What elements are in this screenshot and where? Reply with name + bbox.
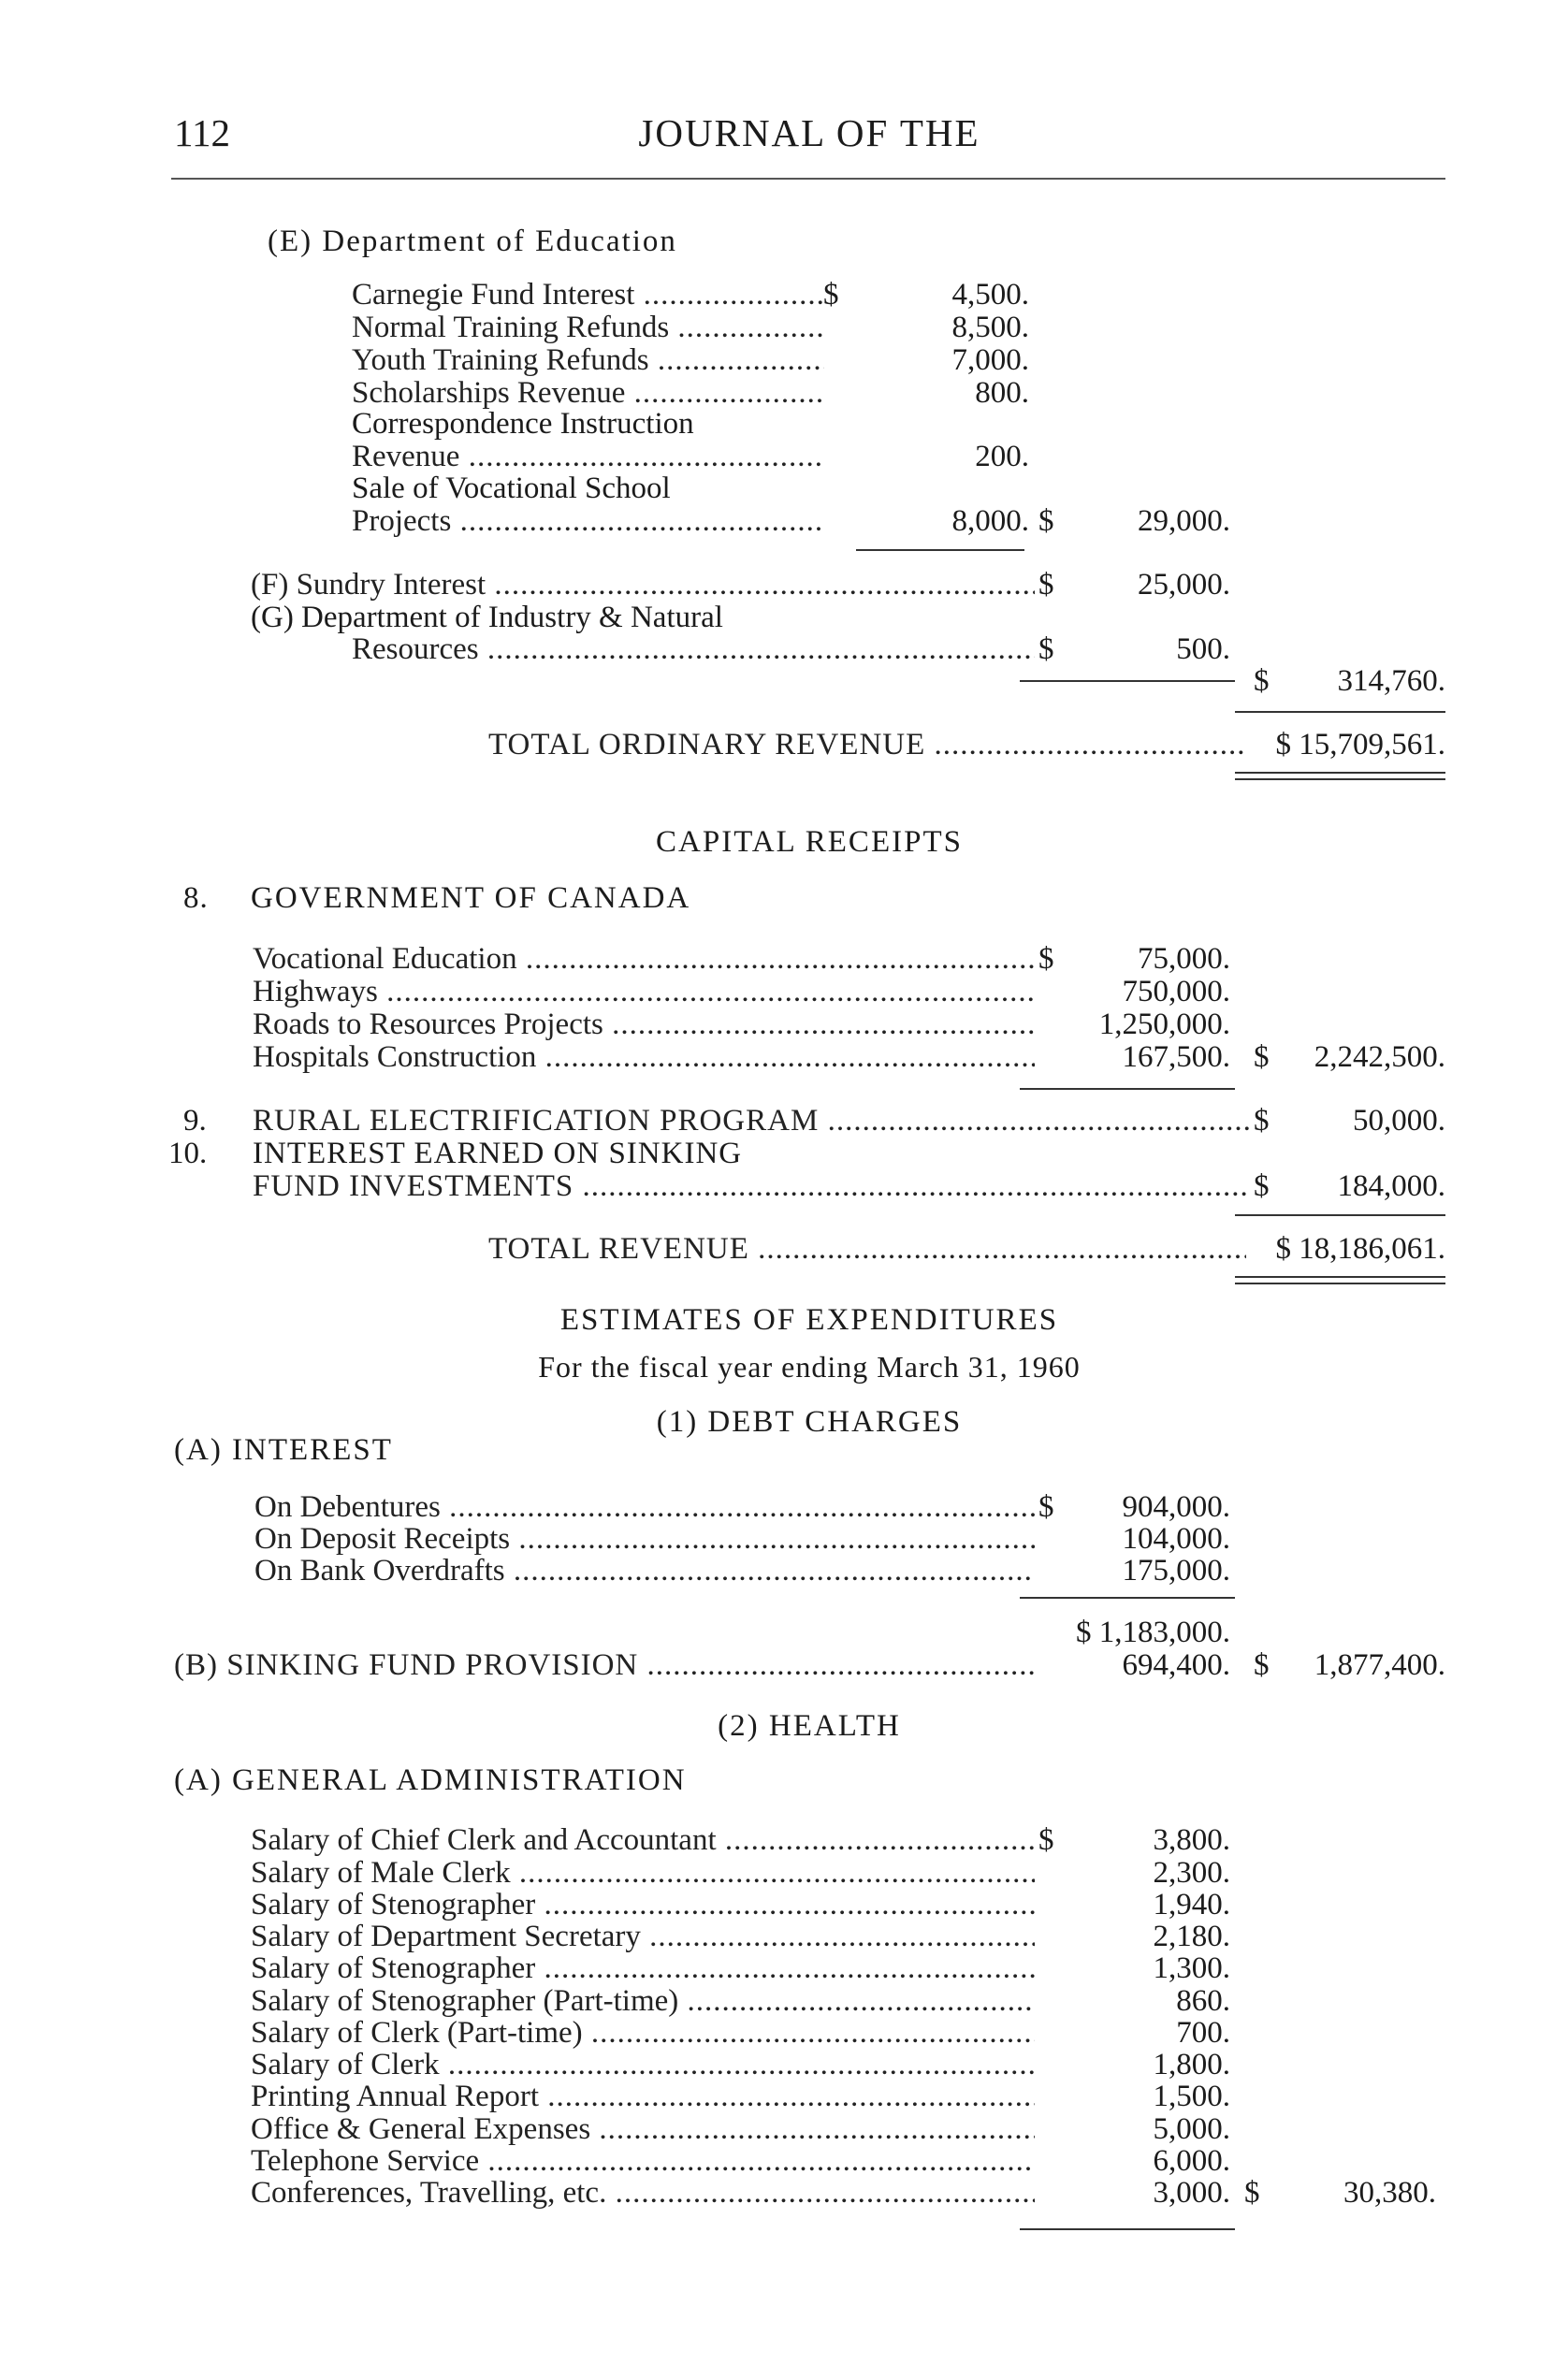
estimates-heading: ESTIMATES OF EXPENDITURES [559,1303,1059,1337]
interest-item-amount: 175,000. [1122,1554,1230,1588]
capital-item: Highways ..... [253,973,1035,1010]
health-heading: (2) HEALTH [718,1709,901,1743]
health-amount: 1,500. [1153,2080,1230,2113]
capital-amount: 1,250,000. [1098,1008,1230,1041]
interest-item: On Debentures ..... [254,1488,1035,1526]
sinking-total: 1,877,400. [1314,1648,1445,1682]
fund-investments: FUND INVESTMENTS ..... [253,1167,1250,1205]
health-item: Salary of Stenographer (Part-time) ..... [251,1982,1035,2020]
education-item: Revenue ..... [352,438,824,475]
total-rule [1235,711,1445,713]
double-rule [1235,1276,1445,1284]
education-heading: (E) Department of Education [268,225,677,258]
health-total-dollar: $ [1244,2176,1260,2210]
gov-canada-heading: GOVERNMENT OF CANADA [251,881,691,915]
debt-charges-heading: (1) DEBT CHARGES [656,1405,963,1439]
health-amount: 860. [1176,1984,1230,2018]
capital-total-dollar: $ [1254,1040,1270,1074]
interest-subtotal: $ 1,183,000. [1076,1616,1230,1649]
subtotal-rule [856,549,1024,551]
capital-amount: 750,000. [1122,975,1230,1008]
interest-item-amount: 104,000. [1122,1522,1230,1556]
health-amount: 6,000. [1153,2144,1230,2178]
capital-receipts-heading: CAPITAL RECEIPTS [656,825,963,859]
general-administration-heading: (A) GENERAL ADMINISTRATION [174,1763,687,1797]
education-item: Youth Training Refunds ..... [352,341,824,379]
education-item: Projects ..... [352,502,824,540]
journal-title: JOURNAL OF THE [638,111,980,154]
health-amount: 3,800. [1153,1823,1230,1857]
header-rule [171,178,1445,180]
total-ordinary-revenue: TOTAL ORDINARY REVENUE ..... [488,726,1246,763]
health-item: Office & General Expenses ..... [251,2110,1035,2148]
interest-earned-line1: INTEREST EARNED ON SINKING [253,1137,743,1170]
industry-total-dollar: $ [1254,664,1270,698]
health-item: Salary of Clerk ..... [251,2046,1035,2083]
capital-item: Roads to Resources Projects ..... [253,1006,1035,1043]
sinking-amount: 694,400. [1122,1648,1230,1682]
total-rule [1235,1214,1445,1216]
health-item: Salary of Stenographer ..... [251,1886,1035,1923]
education-amount: 200. [975,440,1029,473]
education-amount: 8,500. [951,311,1029,344]
education-amount: 7,000. [951,343,1029,377]
education-subtotal-dollar: $ [1038,504,1054,538]
page-number: 112 [174,111,230,154]
industry-line1: (G) Department of Industry & Natural [251,601,723,634]
sundry-dollar: $ [1038,568,1054,602]
interest-item-amount: 904,000. [1122,1490,1230,1524]
fiscal-year-subtitle: For the fiscal year ending March 31, 1960 [538,1350,1081,1384]
interest-item: On Deposit Receipts ..... [254,1520,1035,1558]
industry-dollar: $ [1038,632,1054,666]
total-revenue: TOTAL REVENUE ..... [488,1230,1246,1268]
education-item-line1: Sale of Vocational School [352,471,671,505]
sundry-amount: 25,000. [1138,568,1230,602]
section-rule [1020,2228,1235,2230]
education-item: Scholarships Revenue ..... [352,374,824,412]
interest-number: 10. [168,1137,208,1170]
section-rule [1020,680,1235,682]
interest-dollar: $ [1254,1169,1270,1203]
sinking-total-dollar: $ [1254,1648,1270,1682]
capital-amount: 75,000. [1138,942,1230,976]
interest-heading: (A) INTEREST [174,1433,393,1467]
capital-total: 2,242,500. [1314,1040,1445,1074]
page-header [174,110,1445,167]
health-item: Salary of Department Secretary ..... [251,1918,1035,1955]
education-dollar: $ [823,278,839,312]
rural-dollar: $ [1254,1104,1270,1138]
health-total: 30,380. [1343,2176,1436,2210]
health-amount: 3,000. [1153,2176,1230,2210]
interest-item-dollar: $ [1038,1490,1054,1524]
health-item: Telephone Service ..... [251,2142,1035,2180]
capital-item: Hospitals Construction ..... [253,1038,1035,1076]
double-rule [1235,772,1445,780]
health-item: Conferences, Travelling, etc. ..... [251,2174,1035,2211]
section-rule [1020,1088,1235,1090]
education-amount: 4,500. [951,278,1029,312]
health-amount: 5,000. [1153,2112,1230,2146]
education-item: Carnegie Fund Interest ..... [352,276,824,313]
health-item: Salary of Clerk (Part-time) ..... [251,2014,1035,2052]
education-item: Normal Training Refunds ..... [352,309,824,346]
capital-dollar: $ [1038,942,1054,976]
health-item: Salary of Stenographer ..... [251,1950,1035,1987]
total-ordinary-amount: $ 15,709,561. [1275,728,1445,761]
industry-total: 314,760. [1337,664,1445,698]
sundry-interest: (F) Sundry Interest ..... [251,566,1035,603]
gov-number: 8. [183,881,209,915]
health-item: Salary of Male Clerk ..... [251,1854,1035,1892]
sinking-fund-provision: (B) SINKING FUND PROVISION ..... [174,1646,1035,1684]
education-subtotal: 29,000. [1138,504,1230,538]
education-amount: 8,000. [951,504,1029,538]
total-revenue-amount: $ 18,186,061. [1275,1232,1445,1266]
health-item: Salary of Chief Clerk and Accountant ..... [251,1821,1035,1859]
interest-amount: 184,000. [1337,1169,1445,1203]
rural-amount: 50,000. [1353,1104,1445,1138]
health-amount: 2,300. [1153,1856,1230,1890]
education-amount: 800. [975,376,1029,410]
industry-amount: 500. [1176,632,1230,666]
industry-resources: Resources ..... [352,631,1035,668]
capital-amount: 167,500. [1122,1040,1230,1074]
health-amount: 2,180. [1153,1920,1230,1953]
health-item: Printing Annual Report ..... [251,2078,1035,2115]
health-dollar: $ [1038,1823,1054,1857]
rural-electrification: RURAL ELECTRIFICATION PROGRAM ..... [253,1102,1250,1139]
interest-item: On Bank Overdrafts ..... [254,1552,1035,1589]
rural-number: 9. [183,1104,207,1138]
capital-item: Vocational Education ..... [253,940,1035,978]
section-rule [1020,1597,1235,1599]
health-amount: 1,800. [1153,2048,1230,2081]
education-item-line1: Correspondence Instruction [352,407,694,441]
health-amount: 1,940. [1153,1888,1230,1921]
health-amount: 1,300. [1153,1951,1230,1985]
health-amount: 700. [1176,2016,1230,2050]
